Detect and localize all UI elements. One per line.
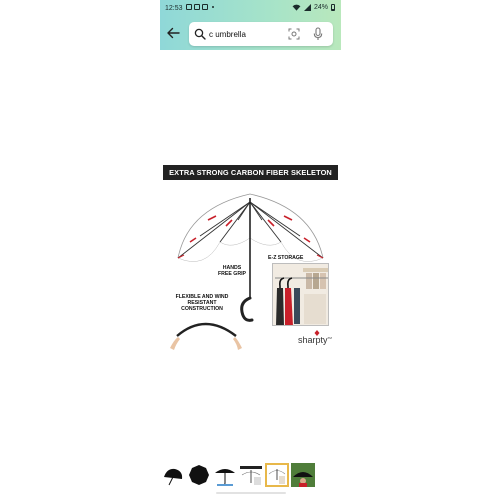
umbrella-feature-thumb xyxy=(267,465,287,485)
status-bar xyxy=(160,2,341,16)
thumbnail-4[interactable] xyxy=(239,463,263,487)
umbrella-top-thumb xyxy=(187,463,211,487)
app-notification-icon-2 xyxy=(202,4,208,10)
product-image[interactable] xyxy=(160,165,341,355)
back-arrow-icon[interactable] xyxy=(166,26,180,40)
thumbnail-2[interactable] xyxy=(187,463,211,487)
umbrella-side-thumb xyxy=(213,463,237,487)
thumbnail-5-selected[interactable] xyxy=(265,463,289,487)
wifi-icon xyxy=(292,4,301,11)
label-flexible: FLEXIBLE AND WIND RESISTANT CONSTRUCTION xyxy=(175,294,229,312)
product-banner: EXTRA STRONG CARBON FIBER SKELETON xyxy=(163,165,338,180)
umbrella-canopy-thumb xyxy=(161,463,185,487)
brand-text: sharpty xyxy=(298,335,328,345)
search-icon xyxy=(194,28,206,40)
battery-icon xyxy=(331,4,335,11)
storage-photo xyxy=(272,263,329,326)
microphone-icon[interactable] xyxy=(313,27,323,41)
label-hands-free: HANDS FREE GRIP xyxy=(218,265,246,277)
phone-screen xyxy=(160,0,341,500)
battery-percent: 24% xyxy=(313,4,328,11)
camera-search-icon[interactable] xyxy=(288,28,300,40)
label-storage: E-Z STORAGE xyxy=(268,255,304,261)
thumbnail-1[interactable] xyxy=(161,463,185,487)
signal-icon xyxy=(304,4,311,11)
app-header xyxy=(160,0,341,50)
notification-icons xyxy=(186,4,214,10)
brand-trademark: TM xyxy=(327,336,332,340)
app-notification-icon xyxy=(194,4,200,10)
thumbnail-scroll-indicator xyxy=(216,492,286,494)
gallery-notification-icon xyxy=(186,4,192,10)
search-bar[interactable] xyxy=(189,22,333,46)
umbrella-lifestyle-thumb xyxy=(291,463,315,487)
thumbnail-strip xyxy=(161,463,340,489)
thumbnail-6[interactable] xyxy=(291,463,315,487)
thumbnail-3[interactable] xyxy=(213,463,237,487)
status-time: 12:53 xyxy=(165,5,183,12)
umbrella-diagram-thumb xyxy=(239,463,263,487)
more-notifications-dot-icon xyxy=(212,6,214,8)
status-right xyxy=(292,4,335,11)
brand-name xyxy=(298,335,332,345)
closet-illustration xyxy=(273,264,329,326)
search-input[interactable] xyxy=(209,26,279,42)
